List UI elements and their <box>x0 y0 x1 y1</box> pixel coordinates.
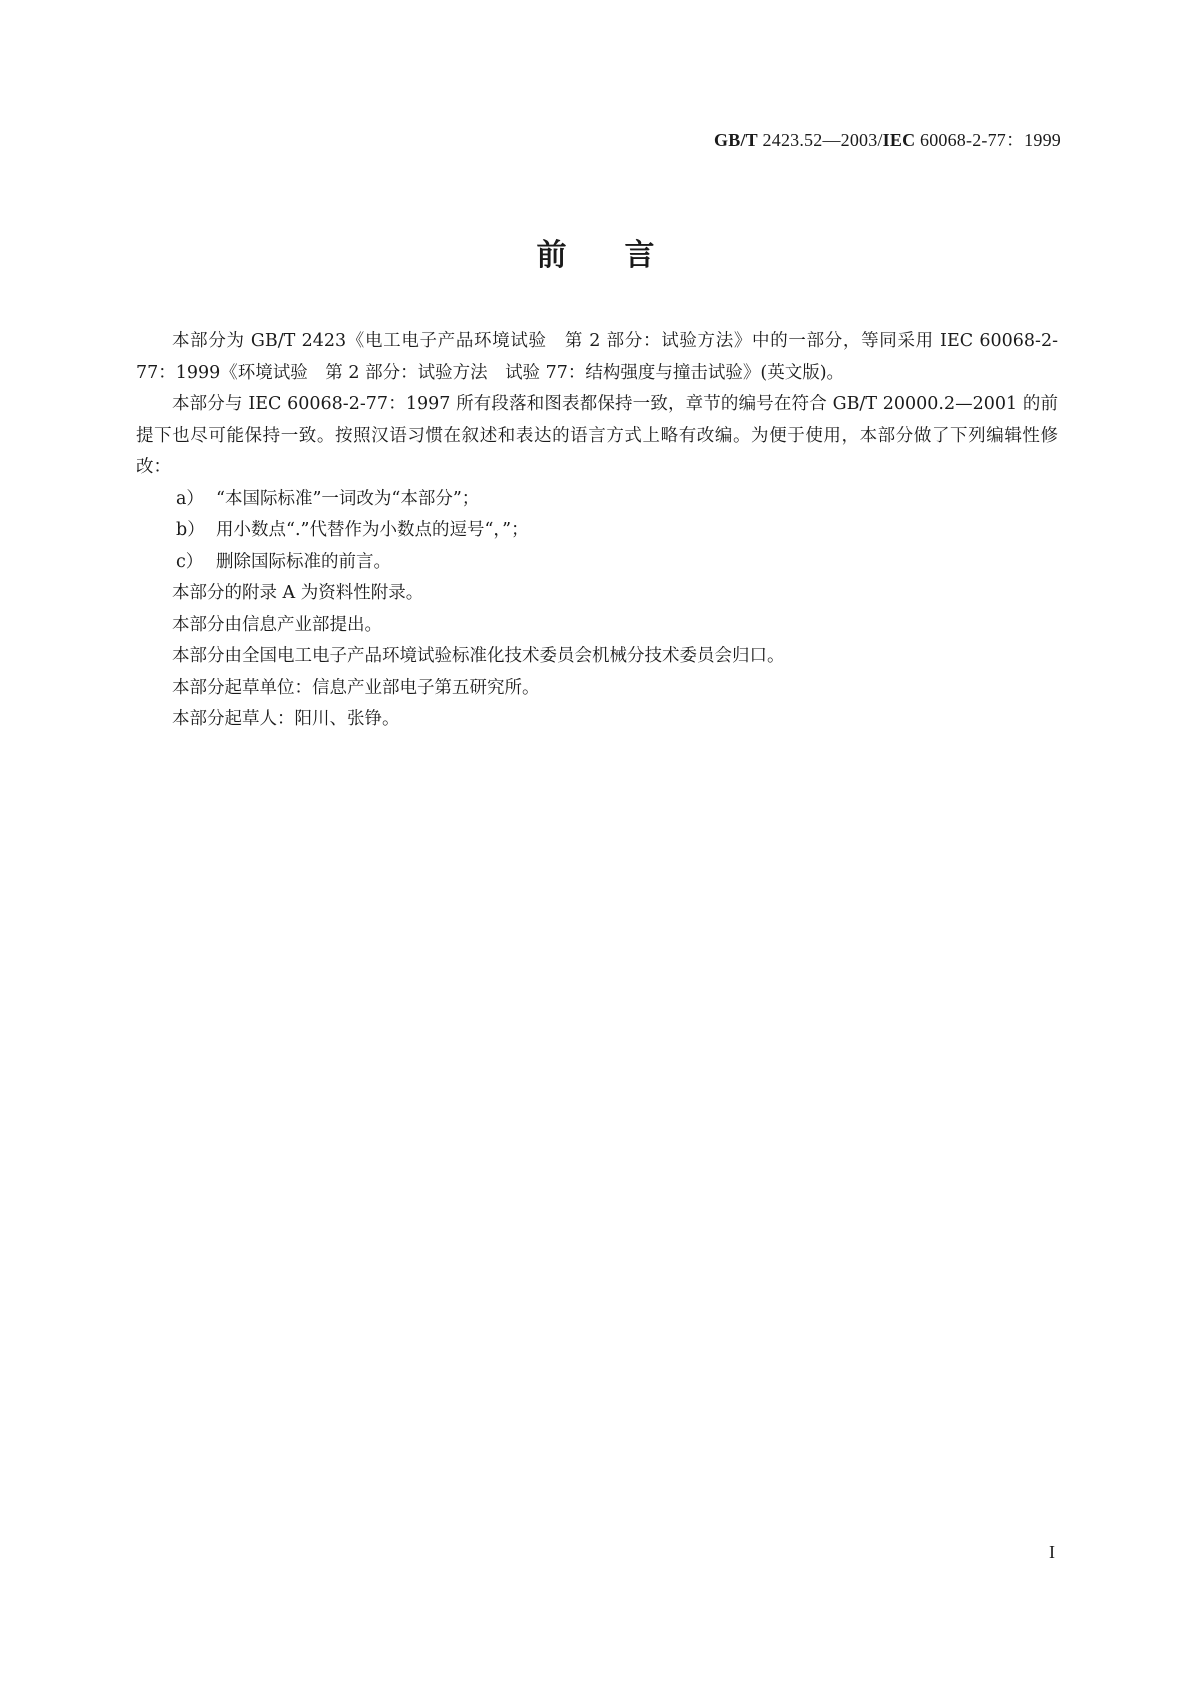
standard-number-gbt: 2423.52—2003/ <box>757 130 883 150</box>
foreword-body <box>136 326 1058 736</box>
paragraph-drafters: 本部分起草人：阳川、张铮。 <box>172 709 400 729</box>
standard-code-gbt: GB/T <box>714 130 758 150</box>
paragraph-committee: 本部分由全国电工电子产品环境试验标准化技术委员会机械分技术委员会归口。 <box>172 646 785 666</box>
standard-number-iec: 60068-2-77：1999 <box>915 130 1061 150</box>
list-text: 删除国际标准的前言。 <box>216 551 391 572</box>
page-title: 前言 <box>536 238 713 273</box>
list-marker: a） <box>176 488 204 509</box>
paragraph-adoption: 本部分为 GB/T 2423《电工电子产品环境试验 第 2 部分：试验方法》中的一部分，等同采用 IEC 60068-2-77：1999《环境试验 第 2 部分：试验方法 试验 77：结构强度与撞击试验》(英文版)。 <box>136 331 1058 383</box>
paragraph-proposer: 本部分由信息产业部提出。 <box>172 614 382 635</box>
list-text: 用小数点“.”代替作为小数点的逗号“，”； <box>216 520 529 540</box>
standard-code-iec: IEC <box>882 130 916 150</box>
list-item <box>136 547 1058 579</box>
list-item <box>136 484 1058 516</box>
paragraph-drafting-unit: 本部分起草单位：信息产业部电子第五研究所。 <box>172 677 540 698</box>
list-text: “本国际标准”一词改为“本部分”； <box>216 488 480 509</box>
list-marker: c） <box>176 551 204 572</box>
paragraph-consistency: 本部分与 IEC 60068-2-77：1997 所有段落和图表都保持一致，章节的编号在符合 GB/T 20000.2—2001 的前提下也尽可能保持一致。按照汉语习惯在叙述和表达的语言方式上略有改编。为便于使用，本部分做了下列编辑性修改： <box>136 394 1058 477</box>
standard-number-header <box>714 126 1061 152</box>
list-item <box>136 515 1058 547</box>
list-marker: b） <box>176 520 205 540</box>
page-number: I <box>1049 1542 1055 1562</box>
paragraph-annex: 本部分的附录 A 为资料性附录。 <box>172 583 424 603</box>
